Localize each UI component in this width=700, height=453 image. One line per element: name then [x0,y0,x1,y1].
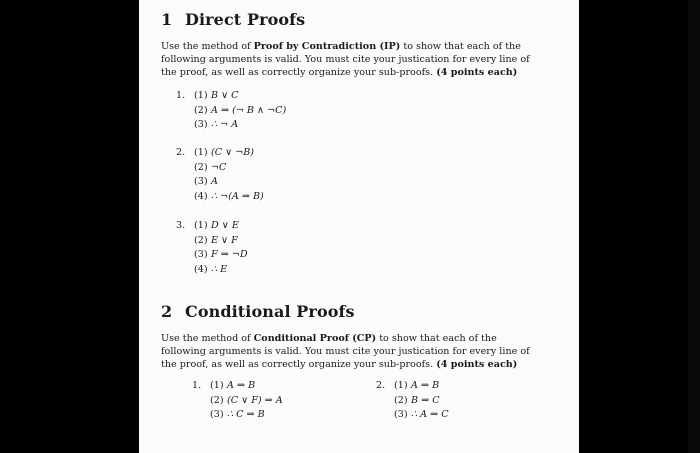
line-label: (4) [194,190,208,202]
intro-points: (4 points each) [436,359,518,370]
section-1-number: 1 [161,10,173,29]
premise: ¬C [211,161,227,173]
conclusion: ∴ C ⇒ B [227,409,265,421]
s2-problem-2 [376,379,449,423]
line-label: (2) [194,104,208,116]
section-1-title: Direct Proofs [185,10,306,29]
line-label: (4) [194,263,208,275]
section-2-heading [161,302,355,321]
section-2-title: Conditional Proofs [185,302,355,321]
line-label: (1) [394,380,408,391]
premise: B ∨ C [211,90,239,101]
intro-method: Proof by Contradiction (IP) [253,41,401,52]
line-label: (1) [194,147,208,158]
intro-text: Use the method of [161,333,254,344]
s2-problem-1 [192,379,283,423]
line-label: (3) [210,409,224,421]
conclusion: ∴ E [211,263,228,275]
line-label: (2) [194,234,208,246]
line-label: (2) [210,394,224,406]
section-2-number: 2 [161,302,173,321]
conclusion: ∴ A ⇒ C [411,409,449,421]
right-edge-bar [688,0,700,453]
premise: D ∨ E [211,220,239,231]
premise: E ∨ F [211,234,238,246]
problem-number: 2. [176,147,186,158]
problem-number: 1. [192,380,202,391]
premise: B ⇒ C [411,394,440,406]
premise: A ⇒ B [411,380,440,391]
line-label: (3) [194,176,208,188]
line-label: (3) [194,249,208,261]
line-label: (2) [394,394,408,406]
problem-number: 1. [176,90,186,101]
premise: (C ∨ F) ⇒ A [227,394,283,406]
s1-problem-2 [176,146,264,204]
conclusion: ∴ ¬(A ⇒ B) [211,190,264,202]
line-label: (2) [194,161,208,173]
intro-method: Conditional Proof (CP) [253,333,377,344]
section-2-instructions [161,332,541,371]
premise: F ⇒ ¬D [211,249,248,261]
problem-number: 2. [376,380,386,391]
premise: (C ∨ ¬B) [211,147,255,158]
line-label: (3) [394,409,408,421]
premise: A ⇒ (¬ B ∧ ¬C) [211,104,287,116]
s1-problem-1 [176,89,286,133]
premise: A ⇒ B [227,380,256,391]
section-1-heading [161,10,305,29]
s1-problem-3 [176,219,248,277]
intro-points: (4 points each) [436,67,518,78]
section-1-instructions [161,40,541,79]
problem-number: 3. [176,220,186,231]
line-label: (1) [210,380,224,391]
intro-text: Use the method of [161,41,254,52]
line-label: (3) [194,119,208,131]
line-label: (1) [194,90,208,101]
intro-text: to show that each of the following arguments is valid. You must cite your justication for every line of the proof, as well as correctly organize your sub-proofs. [161,41,530,78]
intro-text: to show that each of the following arguments is valid. You must cite your justication for every line of the proof, as well as correctly organize your sub-proofs. [161,333,530,370]
conclusion: ∴ ¬ A [211,119,239,131]
premise: A [211,176,218,188]
line-label: (1) [194,220,208,231]
